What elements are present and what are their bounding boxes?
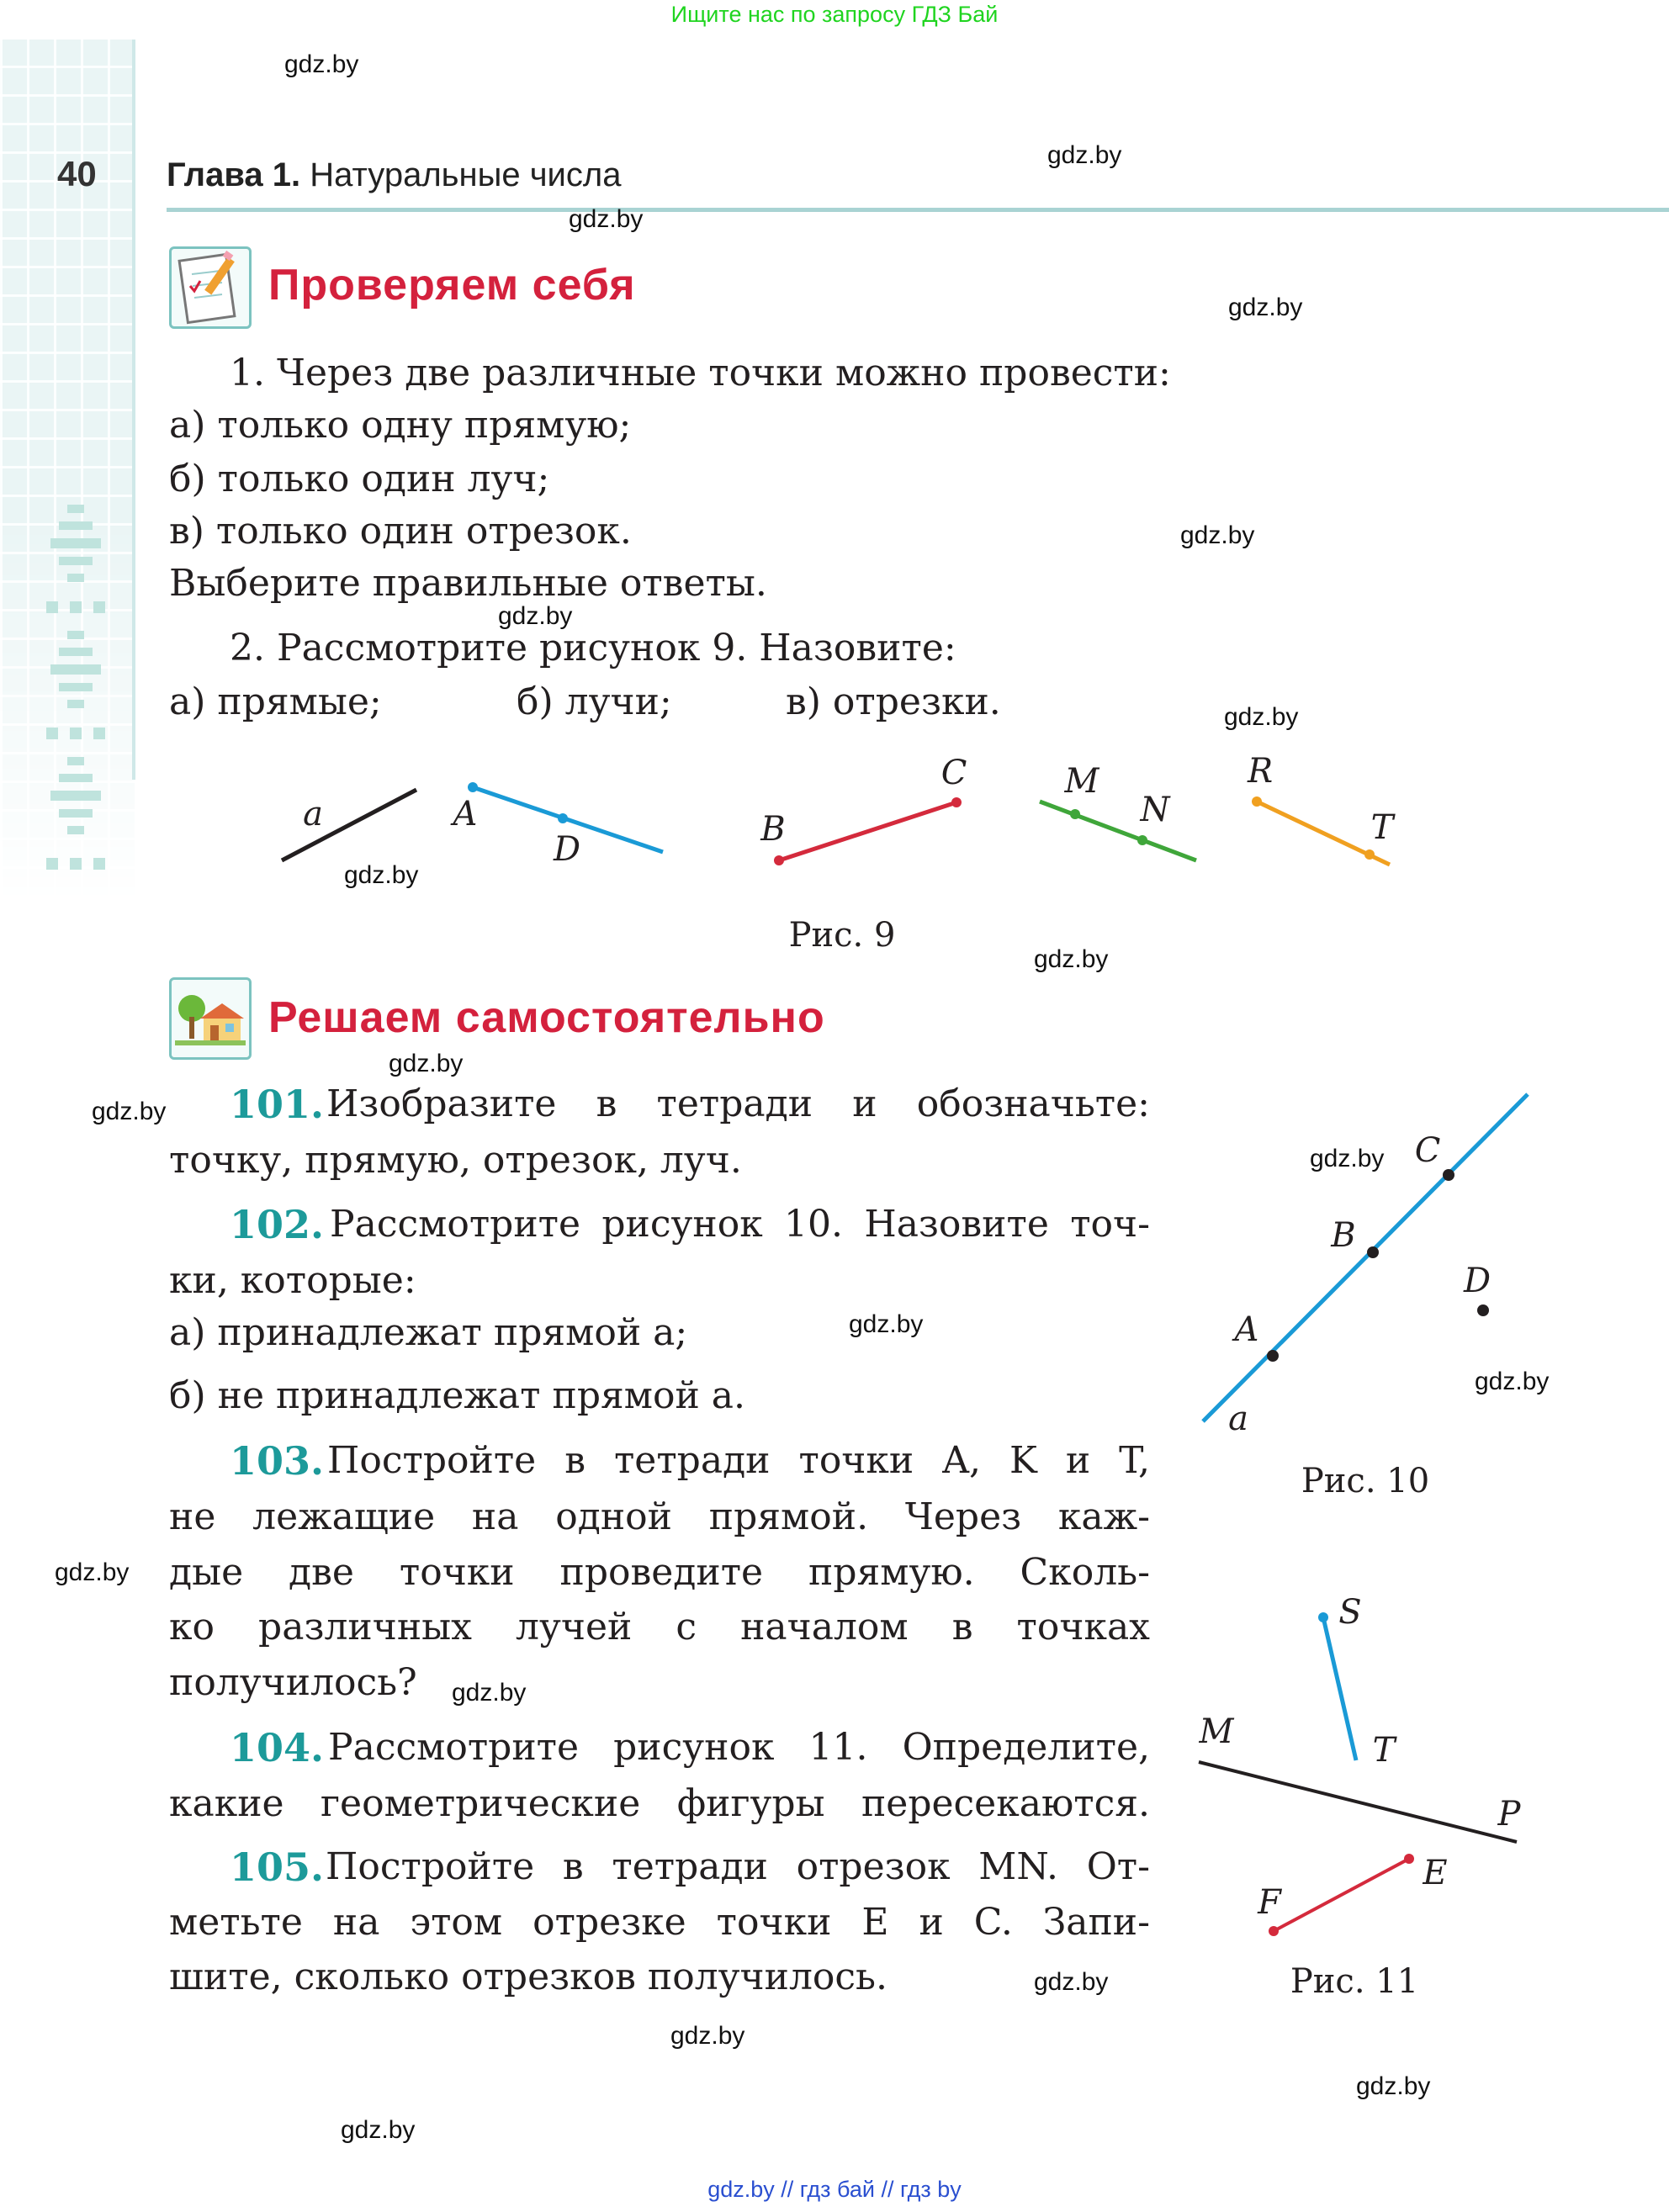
- footer-links: gdz.by // гдз бай // гдз by: [707, 2177, 962, 2202]
- problem-103-line: Постройте в тетради точки A, K и T,: [327, 1439, 1150, 1482]
- problem-105-line: метьте на этом отрезке точки E и C. Запи-: [169, 1901, 1150, 1944]
- fig9-label-M: M: [1064, 762, 1099, 801]
- watermark: gdz.by: [452, 1679, 527, 1707]
- watermark: gdz.by: [1356, 2072, 1431, 2100]
- section-title-check: Проверяем себя: [268, 261, 636, 310]
- fig9-label-C: C: [940, 754, 967, 792]
- fig9-label-R: R: [1247, 752, 1274, 791]
- fig9-point-N: [1137, 835, 1147, 845]
- problem-102-number: 102.: [230, 1202, 325, 1247]
- question-2-option-c: в) отрезки.: [786, 680, 1001, 723]
- fig9-caption: Рис. 9: [788, 916, 896, 955]
- chapter-label: Глава 1.: [167, 156, 301, 193]
- question-1-option-c: в) только один отрезок.: [169, 510, 632, 553]
- fig11-label-F: F: [1258, 1883, 1281, 1922]
- fig10-point-C: [1443, 1169, 1454, 1181]
- fig9-label-D: D: [553, 830, 581, 869]
- fig9-point-C: [951, 797, 962, 807]
- watermark: gdz.by: [341, 2116, 416, 2144]
- problem-103-line: получилось?: [169, 1661, 417, 1704]
- watermark: gdz.by: [498, 602, 573, 630]
- house-tree-icon: [169, 977, 252, 1060]
- problem-104-line: какие геометрические фигуры пересекаются.: [169, 1782, 1150, 1825]
- section-title-solve: Решаем самостоятельно: [268, 993, 825, 1042]
- watermark: gdz.by: [1228, 294, 1303, 321]
- watermark: gdz.by: [1047, 141, 1122, 169]
- fig9-point-A: [468, 782, 478, 792]
- problem-102-line: ки, которые:: [169, 1259, 416, 1302]
- fig10-label-A: A: [1234, 1310, 1259, 1349]
- fig9-point-M: [1070, 809, 1080, 819]
- fig9-label-a: a: [303, 795, 323, 833]
- problem-105-line: шите, сколько отрезков получилось.: [169, 1955, 887, 1998]
- watermark: gdz.by: [1310, 1145, 1385, 1172]
- problem-103-line: дые две точки проведите прямую. Сколь-: [169, 1551, 1150, 1594]
- question-1-text: 1. Через две различные точки можно провести:: [230, 352, 1171, 394]
- watermark: gdz.by: [344, 861, 419, 889]
- problem-104-number: 104.: [230, 1725, 325, 1770]
- fig11-label-S: S: [1338, 1593, 1362, 1632]
- fig9-label-A: A: [453, 795, 478, 833]
- fig11-segment-FE: [1274, 1859, 1409, 1931]
- problem-101-number: 101.: [230, 1082, 325, 1127]
- question-1-option-a: а) только одну прямую;: [169, 404, 632, 447]
- watermark: gdz.by: [389, 1050, 464, 1077]
- problem-102-option-b: б) не принадлежат прямой a.: [169, 1374, 745, 1417]
- problem-102-line: Рассмотрите рисунок 10. Назовите точ-: [330, 1203, 1150, 1246]
- fig9-point-D: [558, 813, 568, 823]
- fig11-label-P: P: [1497, 1795, 1521, 1834]
- watermark: gdz.by: [849, 1310, 924, 1338]
- watermark: gdz.by: [670, 2022, 745, 2050]
- watermark: gdz.by: [55, 1558, 130, 1586]
- problem-101-line: Изобразите в тетради и обозначьте:: [326, 1082, 1150, 1125]
- fig11-point-E: [1404, 1854, 1414, 1864]
- fig11-caption: Рис. 11: [1290, 1962, 1419, 2001]
- problem-105-line: Постройте в тетради отрезок MN. От-: [326, 1845, 1150, 1888]
- chapter-name: Натуральные числа: [310, 156, 622, 193]
- fig9-label-B: B: [760, 810, 786, 849]
- watermark: gdz.by: [569, 205, 644, 233]
- fig11-point-F: [1269, 1926, 1279, 1936]
- fig11-label-T: T: [1372, 1731, 1396, 1770]
- problem-105-number: 105.: [230, 1844, 325, 1890]
- search-hint: Ищите нас по запросу ГДЗ Бай: [670, 2, 999, 27]
- problem-103-line: ко различных лучей с началом в точках: [169, 1606, 1150, 1648]
- fig10-point-A: [1267, 1350, 1279, 1362]
- fig11-label-E: E: [1423, 1854, 1448, 1892]
- fig10-label-D: D: [1463, 1262, 1492, 1300]
- fig9-point-B: [774, 855, 784, 865]
- question-2-option-b: б) лучи;: [517, 680, 672, 723]
- watermark: gdz.by: [1475, 1368, 1550, 1395]
- problem-103-number: 103.: [230, 1438, 325, 1484]
- question-2-option-a: а) прямые;: [169, 680, 382, 723]
- fig9-label-N: N: [1140, 791, 1170, 829]
- fig11-point-S: [1318, 1612, 1328, 1622]
- fig9-point-T: [1364, 849, 1375, 860]
- fig9-label-T: T: [1370, 808, 1394, 847]
- problem-102-option-a: а) принадлежат прямой a;: [169, 1311, 688, 1354]
- fig11-line-MP: [1199, 1762, 1517, 1842]
- fig9-point-R: [1252, 796, 1262, 807]
- fig9-line-MN: [1040, 802, 1196, 860]
- fig10-point-D: [1477, 1304, 1489, 1316]
- fig11-segment-ST: [1323, 1617, 1356, 1760]
- fig10-label-B: B: [1331, 1216, 1356, 1255]
- fig10-label-a: a: [1228, 1400, 1248, 1438]
- fig9-segment-BC: [779, 802, 956, 860]
- watermark: gdz.by: [1034, 1968, 1109, 1996]
- fig9-line-a: [282, 790, 416, 860]
- watermark: gdz.by: [92, 1098, 167, 1125]
- watermark: gdz.by: [1224, 703, 1299, 731]
- fig11-label-M: M: [1199, 1712, 1234, 1751]
- problem-104-line: Рассмотрите рисунок 11. Определите,: [328, 1726, 1150, 1769]
- watermark: gdz.by: [284, 50, 359, 78]
- watermark: gdz.by: [1180, 521, 1255, 549]
- problem-103-line: не лежащие на одной прямой. Через каж-: [169, 1495, 1150, 1538]
- fig10-point-B: [1367, 1246, 1379, 1258]
- fig10-caption: Рис. 10: [1301, 1462, 1430, 1500]
- watermark: gdz.by: [1034, 945, 1109, 973]
- page-number: 40: [57, 154, 97, 193]
- fig10-label-C: C: [1414, 1131, 1441, 1170]
- question-2-text: 2. Рассмотрите рисунок 9. Назовите:: [230, 627, 956, 669]
- question-1-option-b: б) только один луч;: [169, 458, 550, 500]
- question-1-instruction: Выберите правильные ответы.: [169, 562, 767, 605]
- problem-101-line: точку, прямую, отрезок, луч.: [169, 1139, 742, 1182]
